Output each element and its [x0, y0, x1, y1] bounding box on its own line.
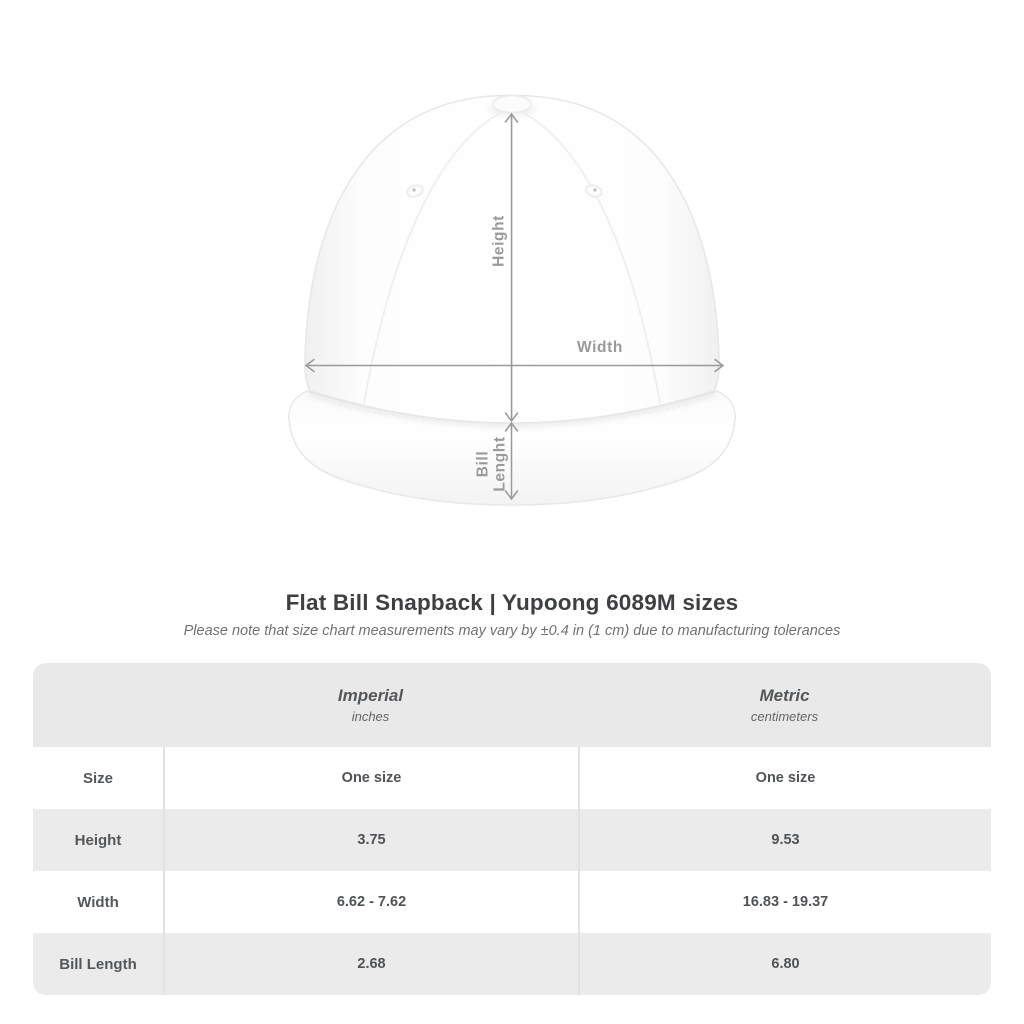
imperial-column-label: Imperial [337, 686, 404, 705]
height-metric-value: 9.53 [578, 809, 991, 871]
width-dimension-label: Width [577, 339, 623, 356]
row-label-bill-length: Bill Length [33, 933, 163, 995]
bill-length-metric-value: 6.80 [578, 933, 991, 995]
size-chart-table [33, 663, 991, 995]
height-dimension-label: Height [490, 215, 508, 267]
bill-length-dimension-label-line1: Bill [474, 450, 492, 478]
size-imperial-value: One size [163, 747, 578, 809]
bill-length-imperial-value: 2.68 [163, 933, 578, 995]
row-label-width: Width [33, 871, 163, 933]
size-metric-value: One size [578, 747, 991, 809]
metric-column-label: Metric [759, 686, 810, 705]
column-header-metric [578, 663, 991, 747]
column-header-imperial [163, 663, 578, 747]
metric-column-unit: centimeters [750, 709, 819, 724]
hat-top-button [493, 96, 531, 113]
width-imperial-value: 6.62 - 7.62 [163, 871, 578, 933]
tolerance-note: Please note that size chart measurements may vary by ±0.4 in (1 cm) due to manufacturing tolerances [183, 623, 841, 639]
imperial-column-unit: inches [351, 709, 390, 724]
height-imperial-value: 3.75 [163, 809, 578, 871]
bill-length-dimension-label-line2: Lenght [491, 436, 509, 492]
page-title: Flat Bill Snapback | Yupoong 6089M sizes [285, 590, 739, 615]
row-label-size: Size [33, 747, 163, 809]
header-spacer-cell [33, 663, 163, 747]
width-metric-value: 16.83 - 19.37 [578, 871, 991, 933]
row-label-height: Height [33, 809, 163, 871]
